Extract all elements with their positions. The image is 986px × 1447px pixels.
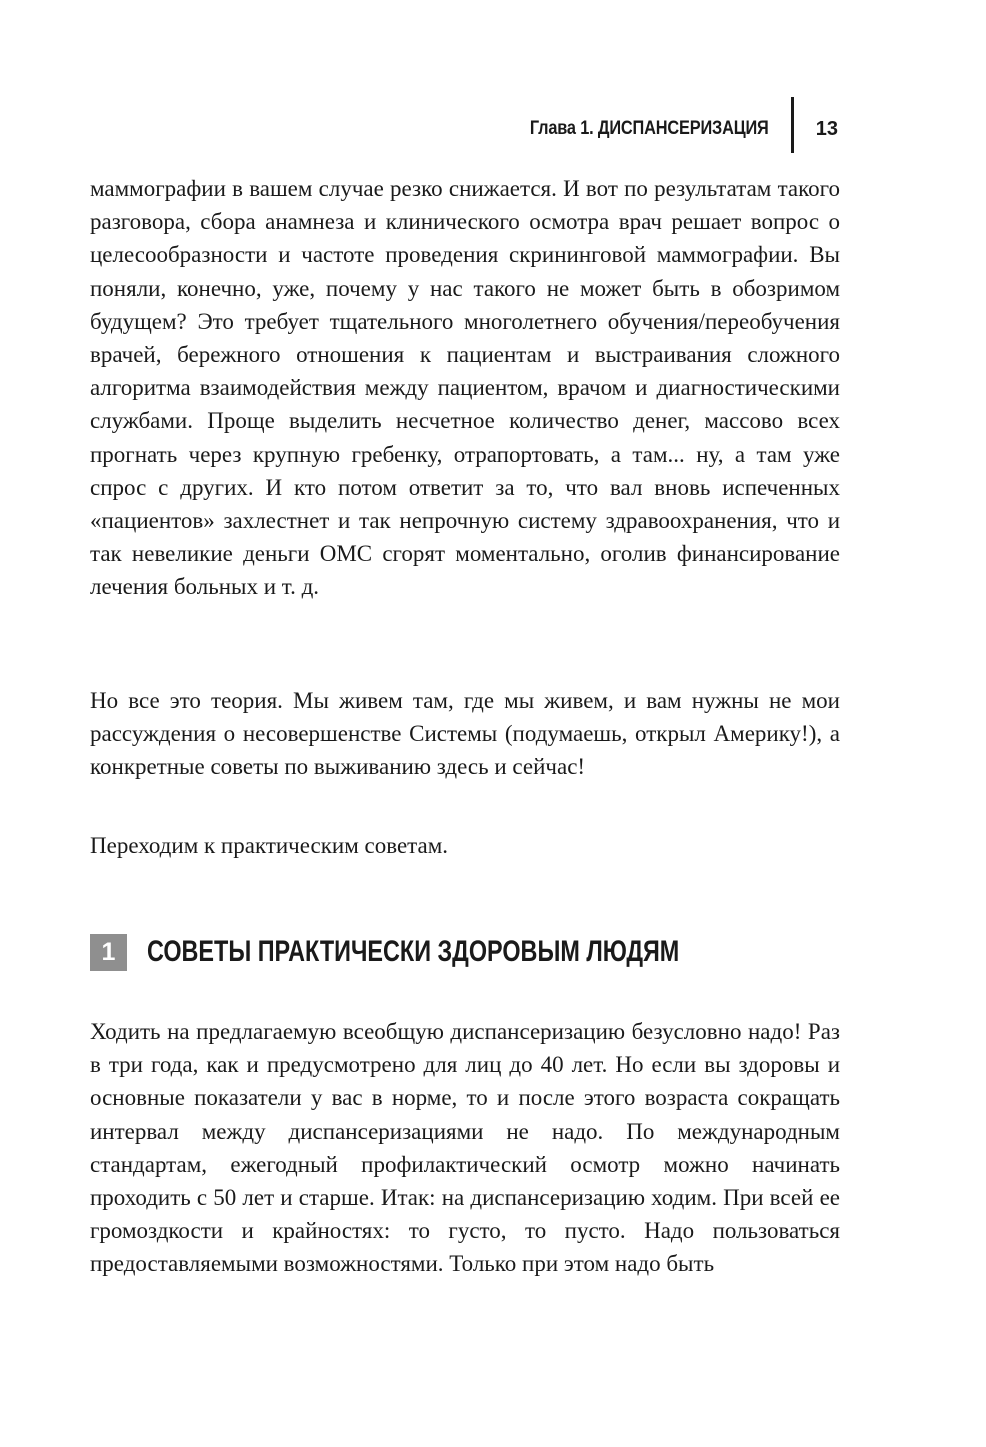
section-title: СОВЕТЫ ПРАКТИЧЕСКИ ЗДОРОВЫМ ЛЮДЯМ (147, 935, 680, 968)
chapter-title: Глава 1. ДИСПАНСЕРИЗАЦИЯ (529, 118, 769, 139)
page-number: 13 (815, 117, 838, 140)
running-head (491, 112, 838, 146)
paragraph: маммографии в вашем случае резко снижается. И вот по результатам такого разговора, сбора анамнеза и клинического осмотра врач решает вопрос о целесообразности и частоте проведения скрининговой маммографии. Вы поняли, конечно, уже, почему у нас такого не может быть в обозримом будущем? Это требует тщательного многолетнего обучения/переобучения врачей, бережного отношения к пациентам и выстраивания сложного алгоритма взаимодействия между пациентом, врачом и диагностическими службами. Проще выделить несчетное количество денег, массово всех прогнать через крупную гребенку, отрапортовать, а там... ну, а там уже спрос с других. И кто потом ответит за то, что вал вновь испеченных «пациентов» захлестнет и так непрочную систему здравоохранения, что и так невеликие деньги ОМС сгорят моментально, оголив финансирование лечения больных и т. д. (90, 176, 840, 600)
section-heading (90, 930, 829, 974)
paragraph: Ходить на предлагаемую всеобщую диспансеризацию безусловно надо! Раз в три года, как и предусмотрено для лиц до 40 лет. Но если вы здоровы и основные показатели у вас в норме, то и после этого возраста сокращать интервал между диспансеризациями не надо. По международным стандартам, ежегодный профилактический осмотр можно начинать проходить с 50 лет и старше. Итак: на диспансеризацию ходим. При всей ее громоздкости и крайностях: то густо, то пусто. Надо пользоваться предоставляемыми возможностями. Только при этом надо быть (90, 1019, 840, 1277)
section-number-badge: 1 (90, 934, 127, 971)
paragraph: Но все это теория. Мы живем там, где мы живем, и вам нужны не мои рассуждения о несовершенстве Системы (подумаешь, открыл Америку!), а конкретные советы по выживанию здесь и сейчас! (90, 688, 840, 780)
paragraph: Переходим к практическим советам. (90, 833, 449, 858)
header-divider (791, 97, 794, 153)
